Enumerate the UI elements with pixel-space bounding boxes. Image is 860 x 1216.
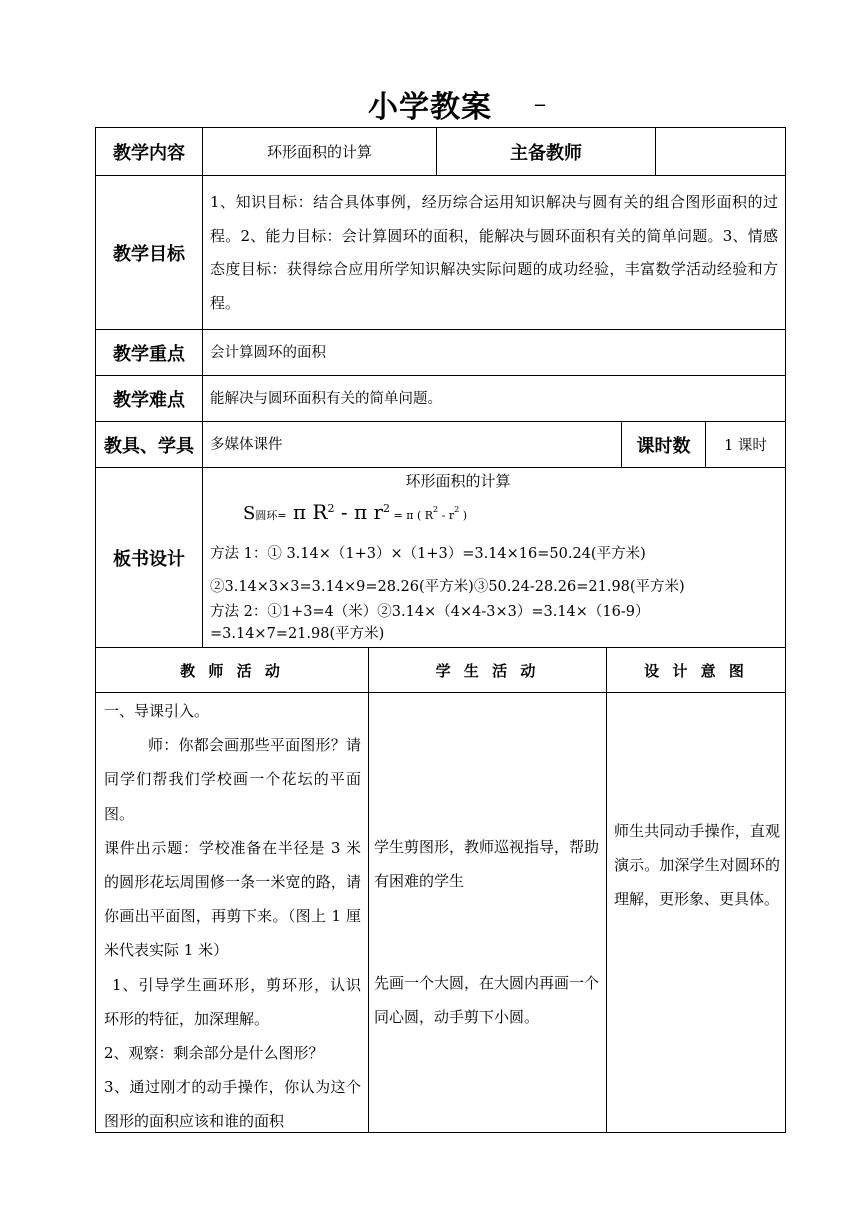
board-content <box>203 468 785 647</box>
teacher-activity <box>104 694 361 1139</box>
method-1b: ②3.14×3×3=3.14×9=28.26(平方米)③50.24-28.26=21.98(平方米) <box>210 579 685 595</box>
key-point-label: 教学重点 <box>113 343 185 365</box>
teacher-activity-item: 一、导课引入。 <box>104 702 210 720</box>
teacher-activity-item: 3、通过刚才的动手操作，你认为这个图形的面积应该和谁的面积 <box>104 1078 361 1131</box>
hours-label: 课时数 <box>636 435 691 457</box>
page-title: 小学教案 _ <box>368 82 546 125</box>
tools-label: 教具、学具 <box>104 435 194 457</box>
tools-text: 多媒体课件 <box>210 436 283 453</box>
design-intent: 师生共同动手操作，直观演示。加深学生对圆环的理解，更形象、更具体。 <box>614 822 780 908</box>
content-value: 环形面积的计算 <box>266 143 372 161</box>
method-2: 方法 2：①1+3=4（米）②3.14×（4×4-3×3）=3.14×（16-9）=3.14×7=21.98(平方米) <box>210 604 650 642</box>
student-activity-2: 先画一个大圆，在大圆内再画一个同心圆，动手剪下小圆。 <box>374 974 600 1026</box>
difficulty-text: 能解决与圆环面积有关的简单问题。 <box>210 390 442 407</box>
board-heading: 环形面积的计算 <box>405 472 511 490</box>
title-mark: _ <box>535 82 546 106</box>
student-activity-1: 学生剪图形，教师巡视指导，帮助有困难的学生 <box>374 838 600 890</box>
teacher-activity-item: 1、引导学生画环形，剪环形，认识环形的特征，加深理解。 <box>104 975 361 1028</box>
objectives-text: 1、知识目标：结合具体事例，经历综合运用知识解决与圆有关的组合图形面积的过程。2、能力目标：会计算圆环的面积，能解决与圆环面积有关的简单问题。3、情感态度目标：获得综合应用所学知识解决实际问题的成功经验，丰富数学活动经验和方程。 <box>210 193 778 312</box>
board-formula: S圆环= π $R^2$ - π $r^2 = \pi$ ( $R^2 - r^2$ ) <box>243 500 467 524</box>
teacher-value <box>656 128 785 175</box>
teacher-activity-header: 教 师 活 动 <box>180 661 284 680</box>
design-intent-header: 设 计 意 图 <box>644 661 748 680</box>
teacher-label: 主备教师 <box>510 142 582 164</box>
teacher-activity-item: 课件出示题：学校准备在半径是 3 米的圆形花坛周围修一条一米宽的路，请你画出平面图，再剪下来。（图上 1 厘米代表实际 1 米） <box>104 838 361 960</box>
key-point-text: 会计算圆环的面积 <box>210 344 326 361</box>
objectives-label: 教学目标 <box>113 243 185 265</box>
hours-value: 1 课时 <box>724 438 767 454</box>
difficulty-label: 教学难点 <box>113 389 185 411</box>
teacher-activity-item: 师：你都会画那些平面图形？请同学们帮我们学校画一个花坛的平面图。 <box>104 736 361 823</box>
teacher-activity-item: 2、观察：剩余部分是什么图形？ <box>104 1044 324 1063</box>
board-label: 板书设计 <box>113 548 185 570</box>
content-label: 教学内容 <box>113 142 185 164</box>
student-activity-header: 学 生 活 动 <box>435 661 540 680</box>
method-1: 方法 1：① 3.14×（1+3）×（1+3）=3.14×16=50.24(平方米) <box>210 546 646 562</box>
